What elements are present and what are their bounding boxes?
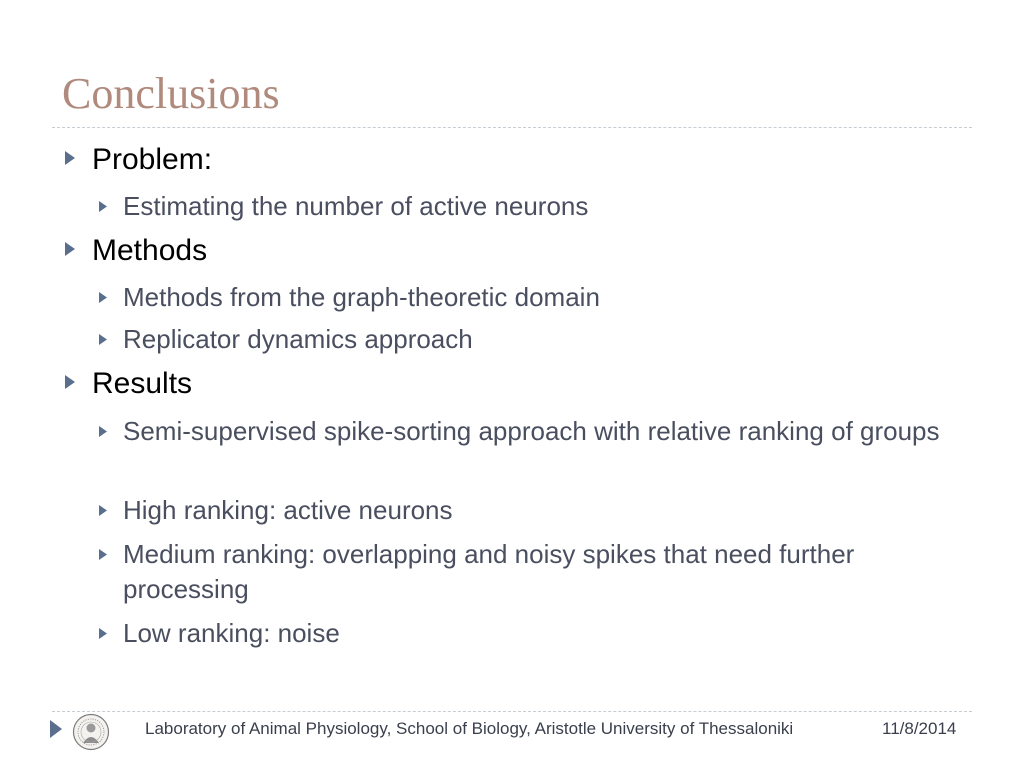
triangle-bullet-icon (64, 150, 76, 166)
list-item (123, 537, 973, 607)
triangle-bullet-icon (98, 291, 108, 304)
section-label: Results (92, 367, 193, 400)
list-item (123, 616, 973, 651)
university-seal-icon (72, 713, 110, 751)
triangle-bullet-icon (98, 504, 108, 517)
section-label: Methods (92, 234, 208, 267)
list-item-text: Replicator dynamics approach (123, 324, 473, 354)
list-item (123, 189, 973, 224)
section-heading-results (92, 367, 192, 402)
triangle-bullet-icon (64, 374, 76, 390)
section-label: Problem: (92, 143, 213, 176)
list-item (123, 414, 973, 449)
footer-divider (52, 711, 972, 712)
footer-arrow-icon (49, 719, 63, 739)
list-item-text: Low ranking: noise (123, 618, 340, 648)
list-item-text: Methods from the graph-theoretic domain (123, 282, 600, 312)
list-item-text: Medium ranking: overlapping and noisy spikes that need further processing (123, 539, 855, 604)
list-item-text: Semi-supervised spike-sorting approach with relative ranking of groups (123, 416, 940, 446)
triangle-bullet-icon (98, 425, 108, 438)
list-item (123, 493, 973, 528)
triangle-bullet-icon (98, 200, 108, 213)
list-item-text: High ranking: active neurons (123, 495, 453, 525)
triangle-bullet-icon (98, 627, 108, 640)
list-item (123, 280, 973, 315)
triangle-bullet-icon (64, 241, 76, 257)
footer-date: 11/8/2014 (882, 719, 957, 738)
list-item (123, 322, 973, 357)
section-heading-methods (92, 234, 207, 269)
slide-title: Conclusions (62, 69, 280, 118)
triangle-bullet-icon (98, 548, 108, 561)
section-heading-problem (92, 143, 212, 178)
footer-affiliation: Laboratory of Animal Physiology, School of Biology, Aristotle University of Thessaloniki (145, 719, 794, 738)
list-item-text: Estimating the number of active neurons (123, 191, 589, 221)
triangle-bullet-icon (98, 333, 108, 346)
